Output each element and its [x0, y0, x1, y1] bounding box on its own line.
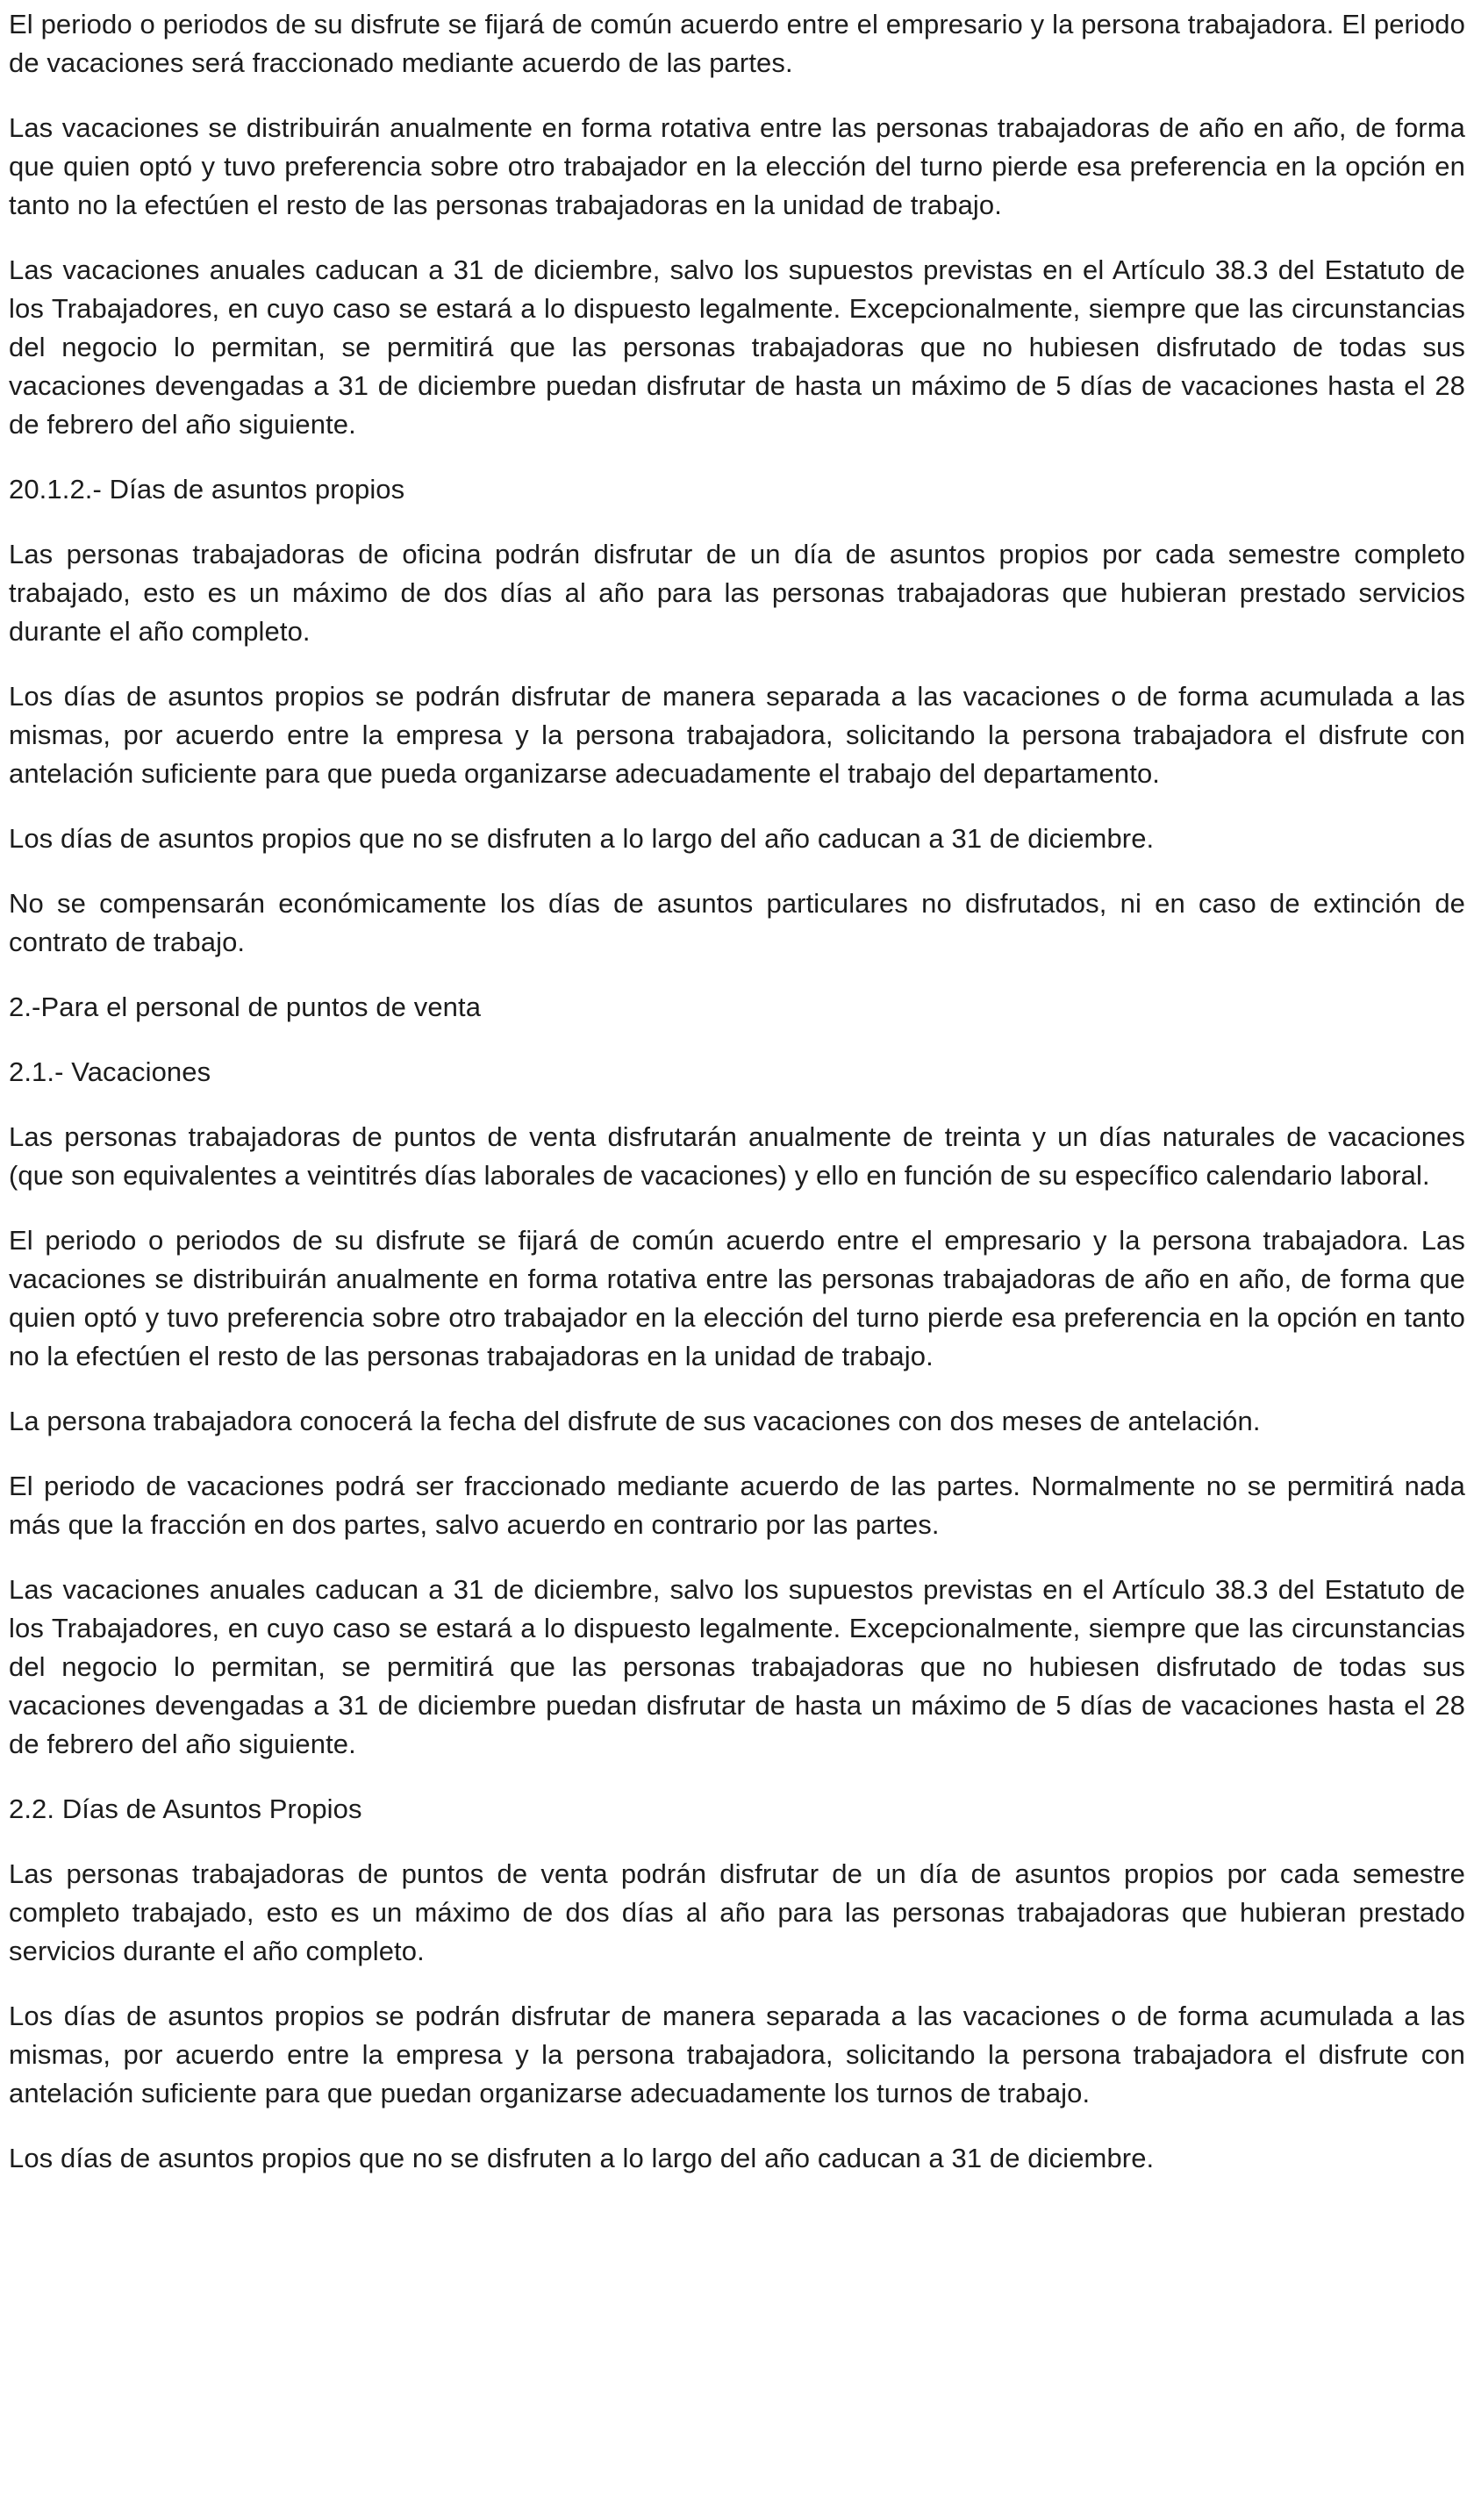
- paragraph: Los días de asuntos propios se podrán disfrutar de manera separada a las vacaciones o de forma acumulada a las mismas, por acuerdo entre la empresa y la persona trabajadora, solicitando la persona trabajadora el disfrute con antelación suficiente para que puedan organizarse adecuadamente los turnos de trabajo.: [9, 2001, 1465, 2108]
- paragraph: El periodo o periodos de su disfrute se fijará de común acuerdo entre el empresario y la persona trabajadora. El periodo de vacaciones será fraccionado mediante acuerdo de las partes.: [9, 9, 1465, 78]
- paragraph: Las vacaciones anuales caducan a 31 de diciembre, salvo los supuestos previstas en el Artículo 38.3 del Estatuto de los Trabajadores, en cuyo caso se estará a lo dispuesto legalmente. Excepcionalmente, siempre que las circunstancias del negocio lo permitan, se permitirá que las personas trabajadoras que no hubiesen disfrutado de todas sus vacaciones devengadas a 31 de diciembre puedan disfrutar de hasta un máximo de 5 días de vacaciones hasta el 28 de febrero del año siguiente.: [9, 254, 1465, 440]
- paragraph: La persona trabajadora conocerá la fecha del disfrute de sus vacaciones con dos meses de antelación.: [9, 1406, 1261, 1436]
- paragraph: El periodo de vacaciones podrá ser fraccionado mediante acuerdo de las partes. Normalmente no se permitirá nada más que la fracción en dos partes, salvo acuerdo en contrario por las partes.: [9, 1471, 1465, 1540]
- paragraph: Las personas trabajadoras de oficina podrán disfrutar de un día de asuntos propios por cada semestre completo trabajado, esto es un máximo de dos días al año para las personas trabajadoras que hubieran prestado servicios durante el año completo.: [9, 539, 1465, 647]
- paragraph: No se compensarán económicamente los días de asuntos particulares no disfrutados, ni en caso de extinción de contrato de trabajo.: [9, 888, 1465, 957]
- paragraph: Las vacaciones se distribuirán anualmente en forma rotativa entre las personas trabajadoras de año en año, de forma que quien optó y tuvo preferencia sobre otro trabajador en la elección del turno pierde esa preferencia en la opción en tanto no la efectúen el resto de las personas trabajadoras en la unidad de trabajo.: [9, 112, 1465, 220]
- paragraph: Las personas trabajadoras de puntos de venta disfrutarán anualmente de treinta y un días naturales de vacaciones (que son equivalentes a veintitrés días laborales de vacaciones) y ello en función de su específico calendario laboral.: [9, 1121, 1465, 1191]
- paragraph: Los días de asuntos propios se podrán disfrutar de manera separada a las vacaciones o de forma acumulada a las mismas, por acuerdo entre la empresa y la persona trabajadora, solicitando la persona trabajadora el disfrute con antelación suficiente para que pueda organizarse adecuadamente el trabajo del departamento.: [9, 681, 1465, 789]
- paragraph: Los días de asuntos propios que no se disfruten a lo largo del año caducan a 31 de diciembre.: [9, 2143, 1155, 2173]
- paragraph: Las personas trabajadoras de puntos de venta podrán disfrutar de un día de asuntos propios por cada semestre completo trabajado, esto es un máximo de dos días al año para las personas trabajadoras que hubieran prestado servicios durante el año completo.: [9, 1858, 1465, 1966]
- paragraph: Las vacaciones anuales caducan a 31 de diciembre, salvo los supuestos previstas en el Artículo 38.3 del Estatuto de los Trabajadores, en cuyo caso se estará a lo dispuesto legalmente. Excepcionalmente, siempre que las circunstancias del negocio lo permitan, se permitirá que las personas trabajadoras que no hubiesen disfrutado de todas sus vacaciones devengadas a 31 de diciembre puedan disfrutar de hasta un máximo de 5 días de vacaciones hasta el 28 de febrero del año siguiente.: [9, 1574, 1465, 1759]
- section-heading-dias-asuntos-propios-puntos-venta: 2.2. Días de Asuntos Propios: [9, 1793, 362, 1824]
- section-heading-vacaciones: 2.1.- Vacaciones: [9, 1056, 211, 1087]
- section-heading-personal-puntos-de-venta: 2.-Para el personal de puntos de venta: [9, 992, 482, 1022]
- section-heading-dias-asuntos-propios-oficina: 20.1.2.- Días de asuntos propios: [9, 474, 405, 505]
- paragraph: Los días de asuntos propios que no se disfruten a lo largo del año caducan a 31 de diciembre.: [9, 823, 1155, 854]
- paragraph: El periodo o periodos de su disfrute se fijará de común acuerdo entre el empresario y la persona trabajadora. Las vacaciones se distribuirán anualmente en forma rotativa entre las personas trabajadoras de año en año, de forma que quien optó y tuvo preferencia sobre otro trabajador en la elección del turno pierde esa preferencia en la opción en tanto no la efectúen el resto de las personas trabajadoras en la unidad de trabajo.: [9, 1225, 1465, 1371]
